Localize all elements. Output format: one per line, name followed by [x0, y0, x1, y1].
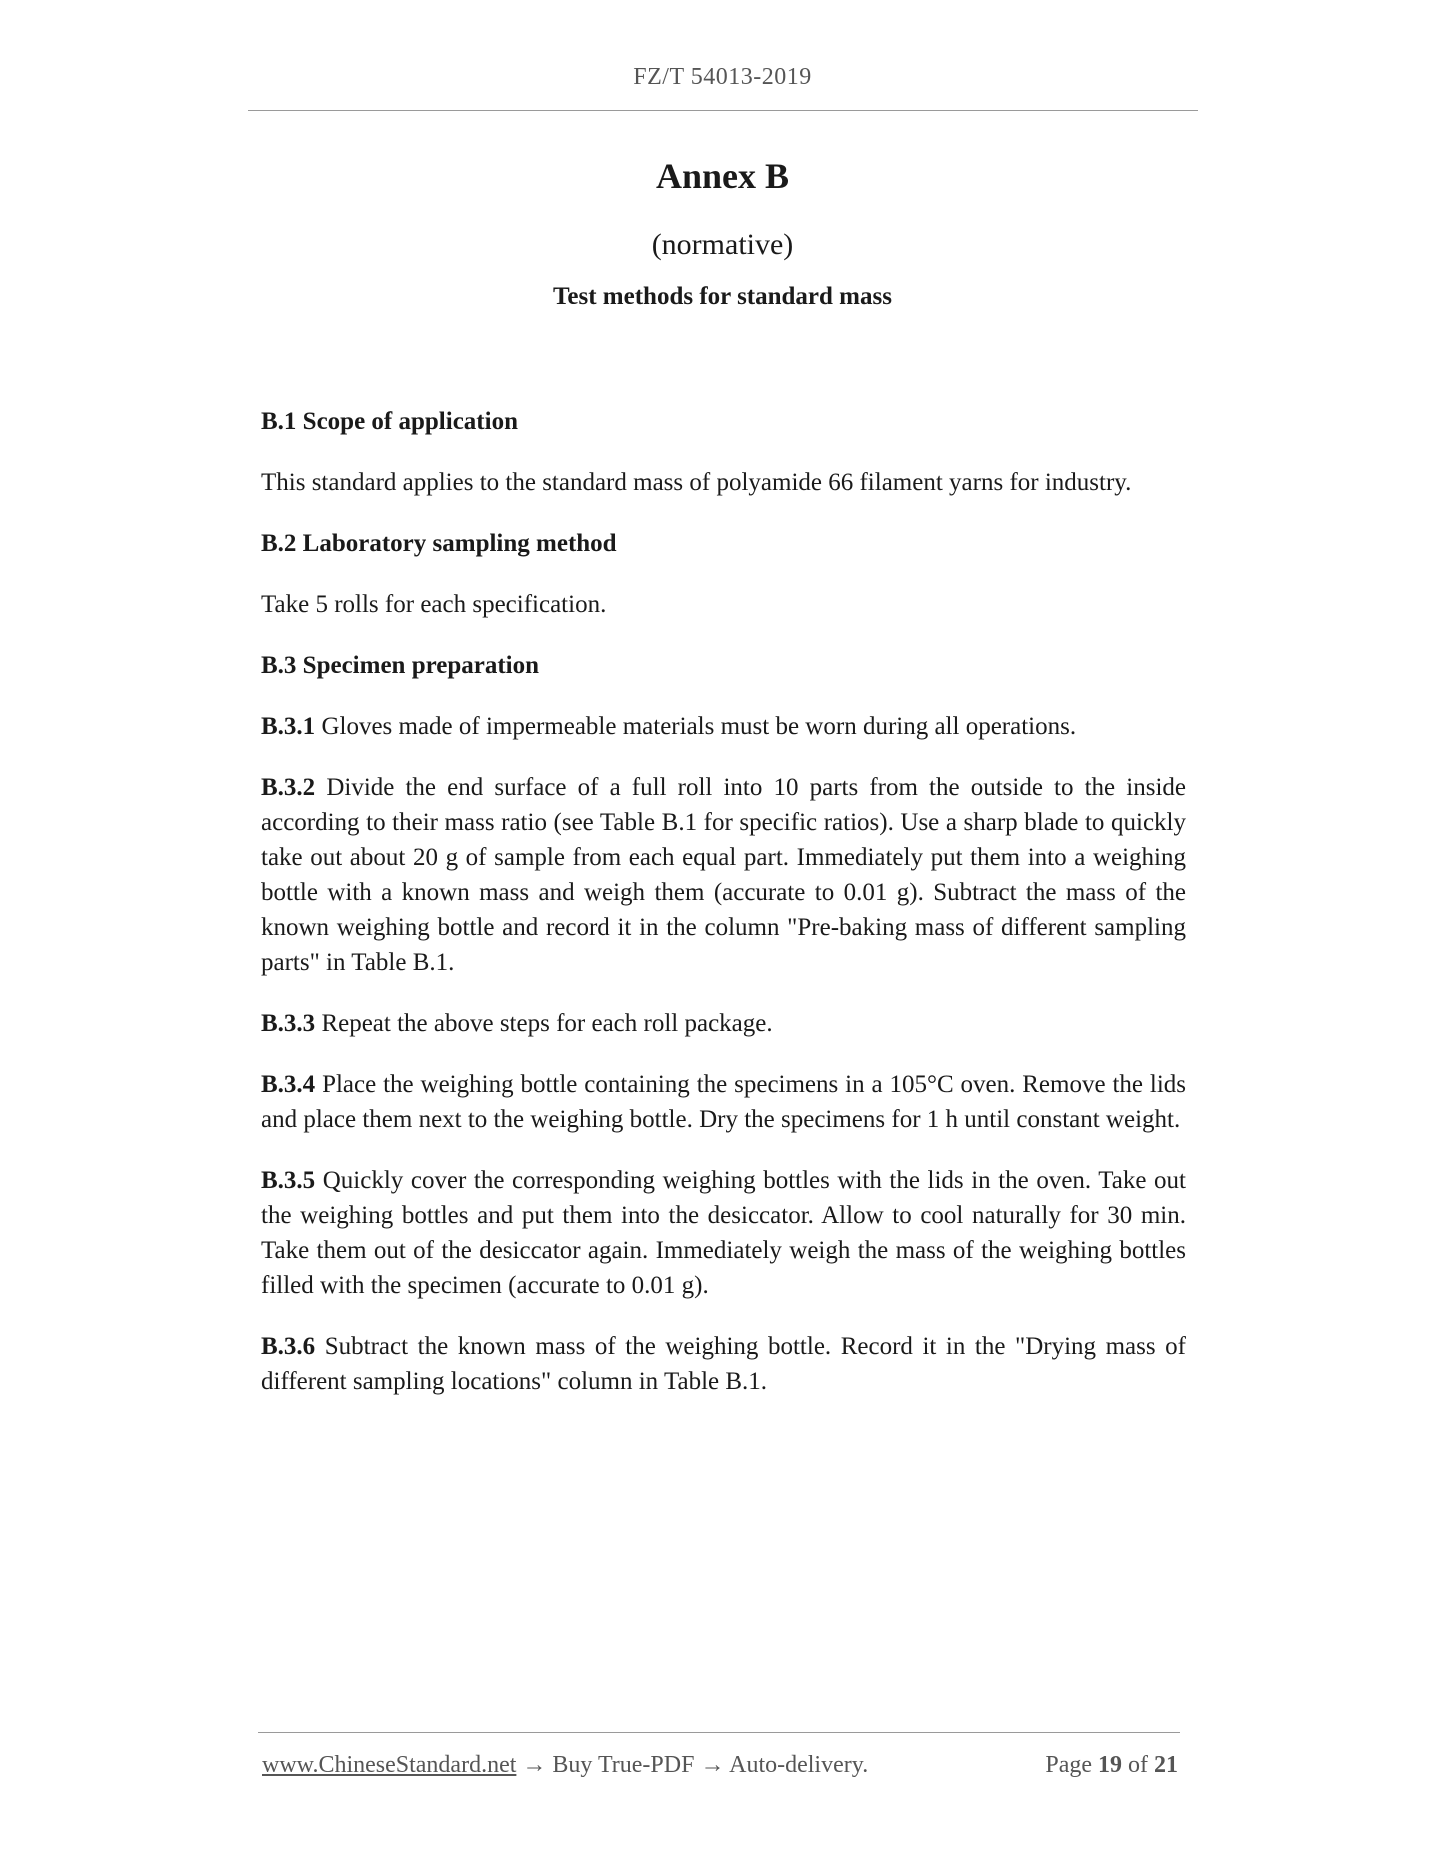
section-heading-b2: B.2 Laboratory sampling method — [261, 530, 617, 557]
chinese-standard-link[interactable]: www.ChineseStandard.net — [262, 1752, 517, 1778]
annex-title: Annex B — [655, 156, 790, 196]
clause-b3-1 — [261, 709, 1186, 744]
clause-b3-2 — [261, 770, 1186, 980]
clause-text: Gloves made of impermeable materials must be worn during all operations. — [321, 713, 1077, 740]
clause-b3-3 — [261, 1006, 1186, 1041]
page-footer — [262, 1752, 1180, 1784]
header-divider — [248, 110, 1198, 111]
footer-promo — [262, 1752, 868, 1779]
page-of-label: of — [1128, 1752, 1148, 1778]
standard-code-header: FZ/T 54013-2019 — [633, 64, 812, 90]
section-heading-b1: B.1 Scope of application — [261, 408, 518, 435]
page-label: Page — [1045, 1752, 1092, 1778]
footer-promo-text: → Buy True-PDF → Auto-delivery. — [516, 1752, 869, 1778]
clause-number: B.3.2 — [261, 774, 316, 801]
section-heading-b3: B.3 Specimen preparation — [261, 652, 540, 679]
document-body — [261, 404, 1186, 1425]
clause-number: B.3.4 — [261, 1071, 316, 1098]
clause-text: Place the weighing bottle containing the specimens in a 105°C oven. Remove the lids and place them next to the weighing bottle. Dry the specimens for 1 h until constant weight. — [261, 1071, 1187, 1133]
page-number — [1045, 1752, 1178, 1779]
clause-text: Quickly cover the corresponding weighing bottles with the lids in the oven. Take out the weighing bottles and put them into the desiccator. Allow to cool naturally for 30 min. Take them out of the desiccator again. Immediately weigh the mass of the weighing bottles filled with the specimen (accurate to 0.01 g). — [261, 1167, 1186, 1299]
annex-type: (normative) — [651, 228, 794, 261]
clause-number: B.3.6 — [261, 1333, 316, 1360]
page-total: 21 — [1154, 1752, 1178, 1778]
annex-subtitle: Test methods for standard mass — [553, 283, 892, 310]
clause-number: B.3.1 — [261, 713, 316, 740]
footer-divider — [258, 1732, 1180, 1733]
page-current: 19 — [1098, 1752, 1122, 1778]
clause-b3-6 — [261, 1329, 1186, 1399]
clause-text: Repeat the above steps for each roll package. — [321, 1010, 773, 1037]
clause-text: Divide the end surface of a full roll into 10 parts from the outside to the inside according to their mass ratio (see Table B.1 for specific ratios). Use a sharp blade to quickly take out about 20 g of sample from each equal part. Immediately put them into a weighing bottle with a known mass and weigh them (accurate to 0.01 g). Subtract the mass of the known weighing bottle and record it in the column "Pre-baking mass of different sampling parts" in Table B.1. — [261, 774, 1186, 976]
section-text-b1: This standard applies to the standard mass of polyamide 66 filament yarns for industry. — [261, 469, 1132, 496]
clause-number: B.3.3 — [261, 1010, 316, 1037]
clause-b3-4 — [261, 1067, 1186, 1137]
clause-text: Subtract the known mass of the weighing bottle. Record it in the "Drying mass of different sampling locations" column in Table B.1. — [261, 1333, 1186, 1395]
clause-b3-5 — [261, 1163, 1186, 1303]
section-text-b2: Take 5 rolls for each specification. — [261, 591, 607, 618]
clause-number: B.3.5 — [261, 1167, 316, 1194]
